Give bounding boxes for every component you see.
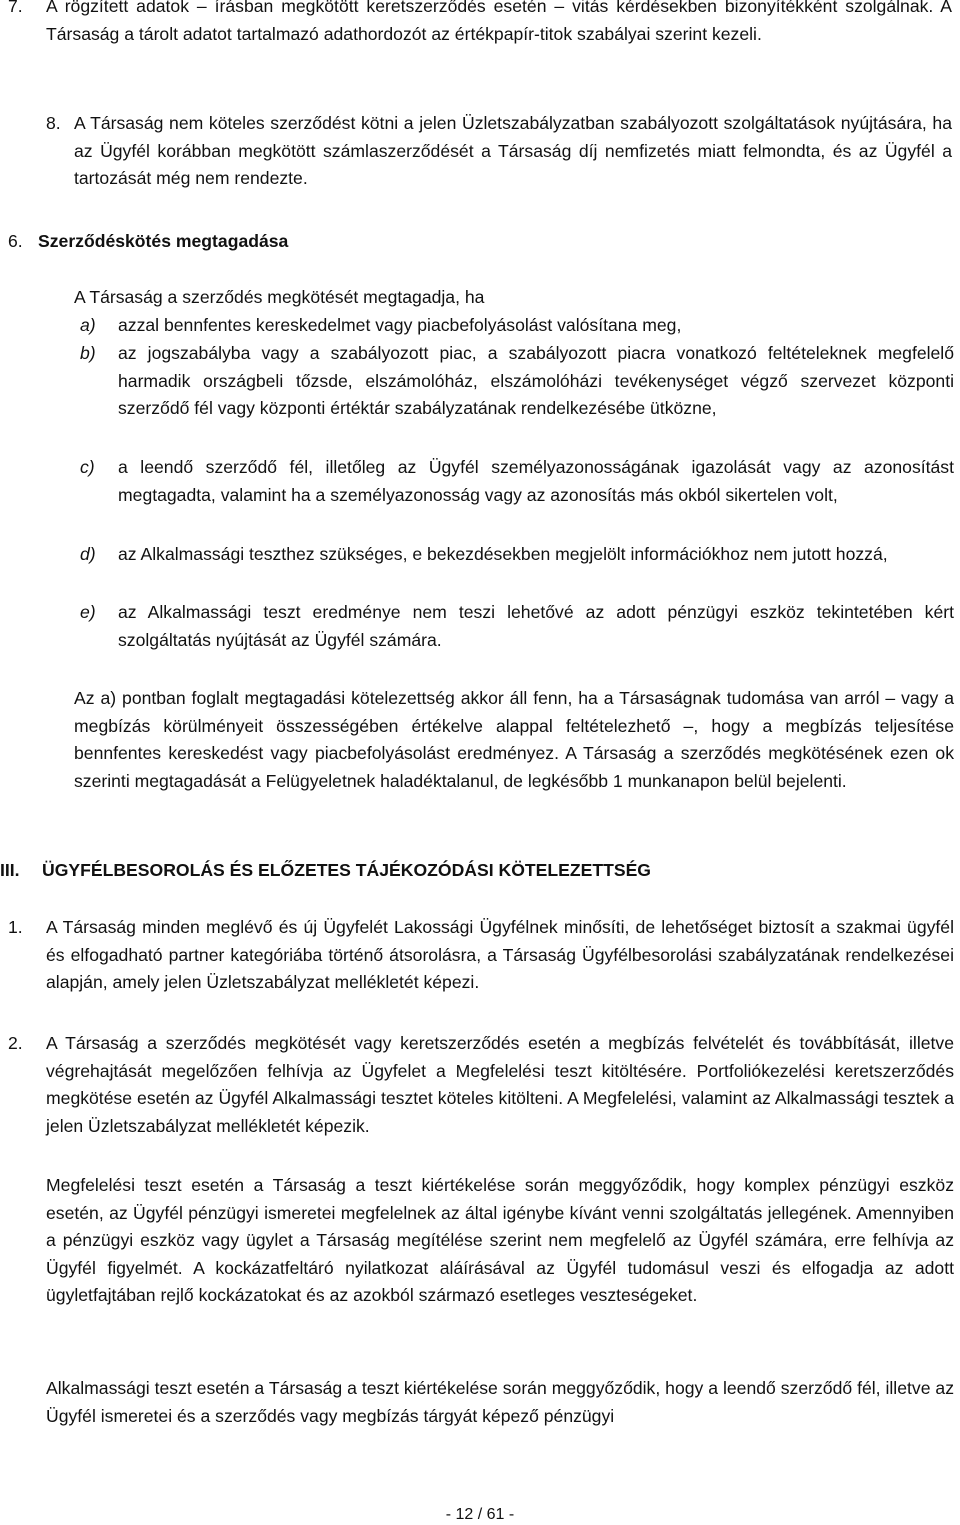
section-iii-item-2-paragraph-3: Alkalmassági teszt esetén a Társaság a teszt kiértékelése során meggyőződik, hogy a leendő szerződő fél, illetve az Ügyfél ismeretei és a szerződés vagy megbízás tárgyát képező pénzügyi — [46, 1378, 954, 1426]
list-number-7: 7. — [8, 0, 23, 16]
item-b-text: az jogszabályba vagy a szabályozott piac, a szabályozott piacra vonatkozó feltételeknek megfelelő harmadik országbeli tőzsde, elszámolóház, elszámolóházi tevékenységet végző szervezet központi szerződő fél vagy központi értéktár szabályzatának rendelkezésébe ütközne, — [118, 343, 954, 419]
section-iii-item-1-text: A Társaság minden meglévő és új Ügyfelét Lakossági Ügyfélnek minősíti, de lehetőséget biztosít a szakmai ügyfél és elfogadható partner kategóriába történő átsorolásra, a Társaság Ügyfélbesorolási szabályzatának rendelkezései alapján, amely jelen Üzletszabályzat mellékletét képezi. — [46, 917, 954, 993]
paragraph-item-7: A rögzített adatok – írásban megkötött keretszerződés esetén – vitás kérdésekben bizonyítékként szolgálnak. A Társaság a tárolt adatot tartalmazó adathordozót az értékpapír-titok szabályai szerint kezeli. — [46, 0, 952, 44]
section-iii-item-2-text: A Társaság a szerződés megkötését vagy keretszerződés esetén a megbízás felvételét és továbbítását, illetve végrehajtását megelőzően felhívja az Ügyfelet a Megfelelési teszt kitöltésére. Portfoliókezelési keretszerződés megkötése esetén az Ügyfél Alkalmassági tesztet köteles kitölteni. A Megfelelési, valamint az Alkalmassági tesztek a jelen Üzletszabályzat mellékletét képezik. — [46, 1033, 954, 1136]
section-6-number: 6. — [8, 231, 23, 251]
list-number-8: 8. — [46, 113, 61, 133]
item-e-text: az Alkalmassági teszt eredménye nem teszi lehetővé az adott pénzügyi eszköz tekintetében kért szolgáltatás nyújtását az Ügyfél számára. — [118, 602, 954, 650]
section-6-closing-paragraph: Az a) pontban foglalt megtagadási kötelezettség akkor áll fenn, ha a Társaságnak tudomása van arról – vagy a megbízás körülményeit összességében értékelve alappal feltételezhető –, hogy a megbízás teljesítése bennfentes kereskedést vagy piacbefolyásolást eredményez. A Társaság a szerződés megkötésének ezen ok szerinti megtagadását a Felügyeletnek haladéktalanul, de legkésőbb 1 munkanapon belül bejelenti. — [74, 688, 954, 791]
list-number-iii-1: 1. — [8, 917, 23, 937]
section-iii-item-2-paragraph-2: Megfelelési teszt esetén a Társaság a teszt kiértékelése során meggyőződik, hogy komplex pénzügyi eszköz esetén, az Ügyfél pénzügyi ismeretei megfelelnek az által igénybe kívánt venni szolgáltatás jellegének. Amennyiben a pénzügyi eszköz vagy ügylet a Társaság megítélése szerint nem megfelelő az Ügyfél számára, erre felhívja az Ügyfél figyelmét. A kockázatfeltáró nyilatkozat aláírásával az Ügyfél tudomásul veszi és elfogadja az adott ügyletfajtában rejlő kockázatokat és az azokból származó esetleges veszteségeket. — [46, 1175, 954, 1306]
item-letter-c: c) — [80, 457, 95, 477]
section-6-heading: Szerződéskötés megtagadása — [38, 231, 289, 251]
item-letter-d: d) — [80, 544, 96, 564]
section-iii-heading: ÜGYFÉLBESOROLÁS ÉS ELŐZETES TÁJÉKOZÓDÁSI KÖTELEZETTSÉG — [42, 860, 651, 880]
item-d-text: az Alkalmassági teszthez szükséges, e bekezdésekben megjelölt információkhoz nem jutott hozzá, — [118, 544, 888, 564]
section-iii-number: III. — [0, 860, 20, 880]
list-number-iii-2: 2. — [8, 1033, 23, 1053]
item-letter-e: e) — [80, 602, 96, 622]
item-a-text: azzal bennfentes kereskedelmet vagy piacbefolyásolást valósítana meg, — [118, 315, 682, 335]
section-6-intro: A Társaság a szerződés megkötését megtagadja, ha — [74, 287, 485, 307]
item-letter-a: a) — [80, 315, 96, 335]
item-letter-b: b) — [80, 343, 96, 363]
page-number-footer: - 12 / 61 - — [445, 1506, 515, 1523]
item-c-text: a leendő szerződő fél, illetőleg az Ügyfél személyazonosságának igazolását vagy az azonosítást megtagadta, valamint ha a személyazonosság vagy az azonosítás más okból sikertelen volt, — [118, 457, 954, 505]
paragraph-item-8: A Társaság nem köteles szerződést kötni a jelen Üzletszabályzatban szabályozott szolgáltatások nyújtására, ha az Ügyfél korábban megkötött számlaszerződését a Társaság díj nemfizetés miatt felmondta, és az Ügyfél a tartozását még nem rendezte. — [74, 113, 952, 189]
